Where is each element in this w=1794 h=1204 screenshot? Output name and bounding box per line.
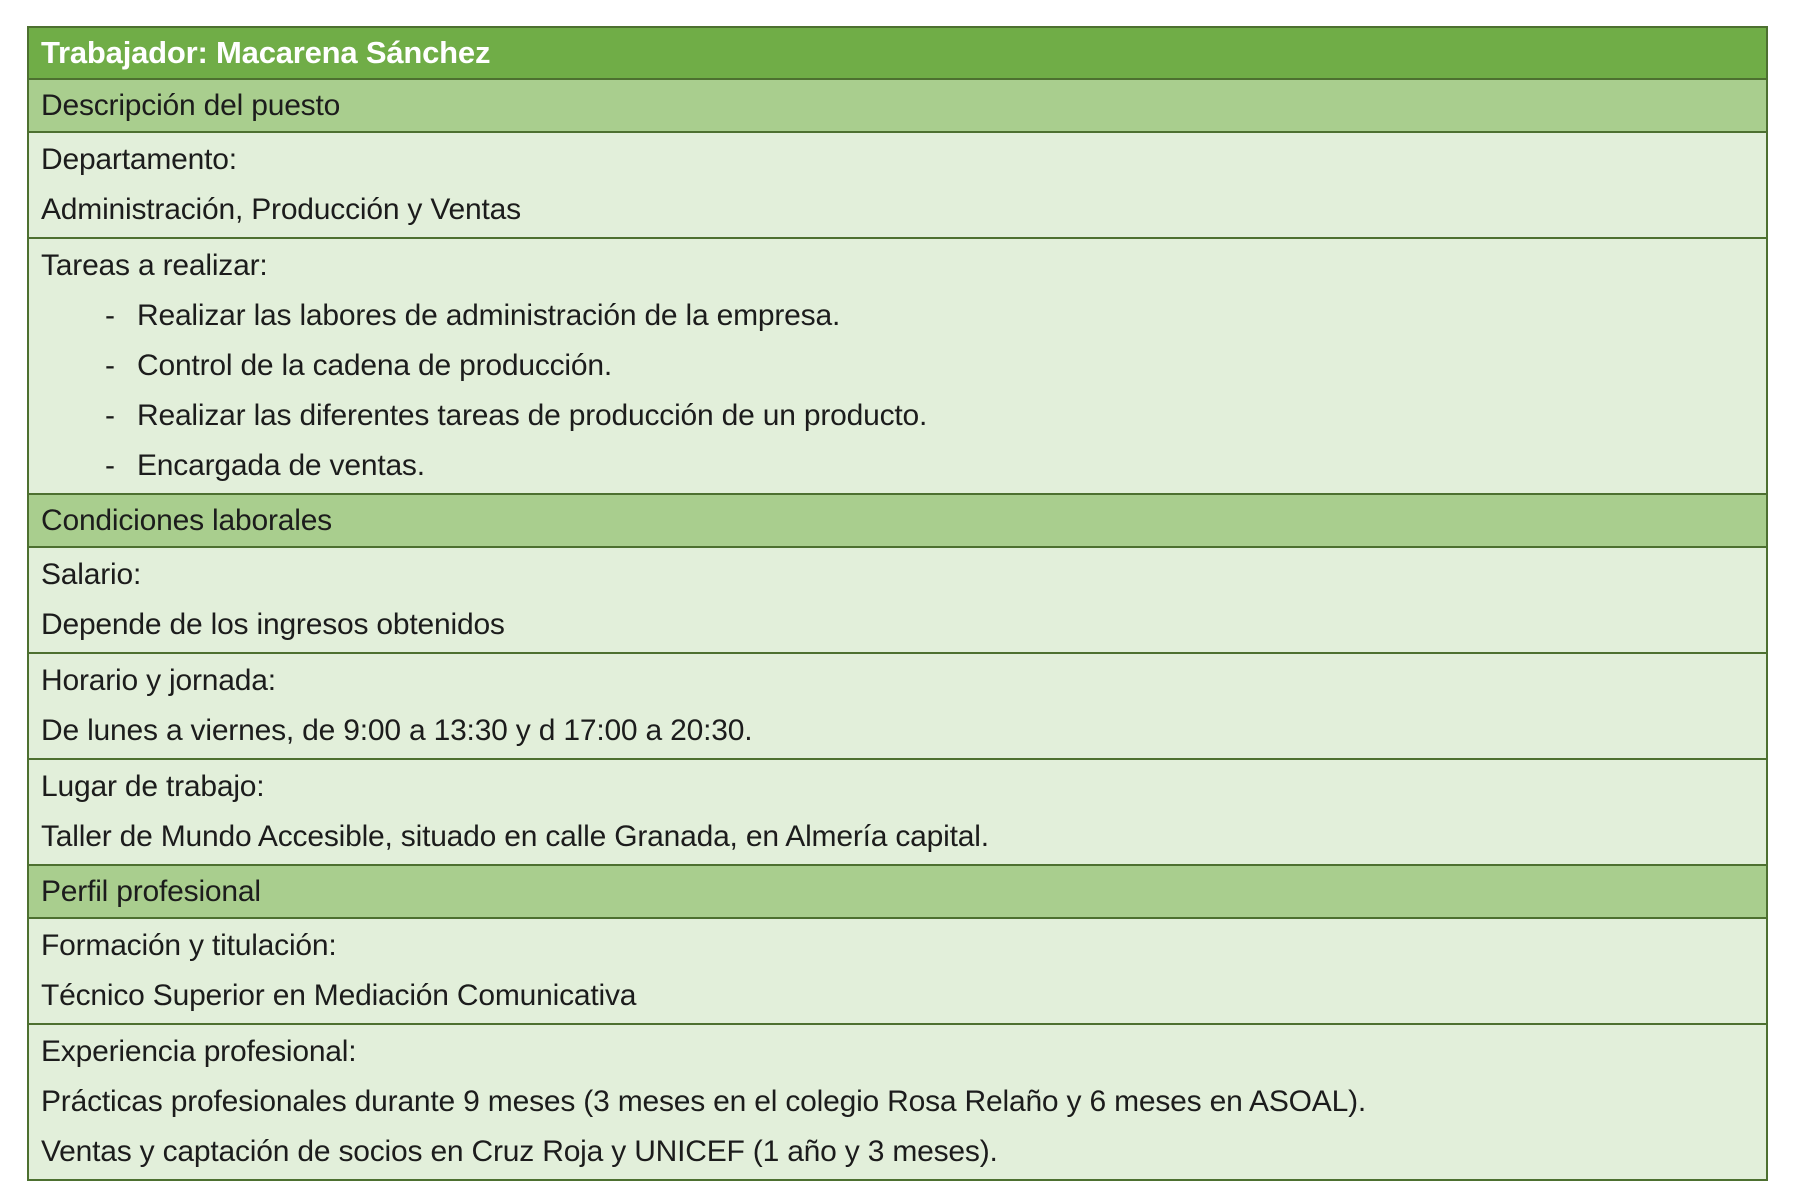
- worker-title: Trabajador: Macarena Sánchez: [41, 35, 491, 70]
- bullet-text: Realizar las labores de administración de la empresa.: [137, 299, 841, 332]
- lugar-label: Lugar de trabajo:: [41, 770, 265, 803]
- worker-header-row: [29, 28, 1766, 80]
- lugar-value: Taller de Mundo Accesible, situado en calle Granada, en Almería capital.: [41, 820, 989, 853]
- bullet-text: Control de la cadena de producción.: [137, 349, 612, 382]
- section-header-label: Condiciones laborales: [41, 504, 332, 537]
- bullet-item: [41, 341, 1750, 391]
- row-lugar: [29, 760, 1766, 866]
- dash-marker: -: [105, 349, 115, 382]
- row-horario: [29, 654, 1766, 760]
- experiencia-label: Experiencia profesional:: [41, 1035, 357, 1068]
- section-header-descripcion: [29, 80, 1766, 133]
- bullet-text: Realizar las diferentes tareas de producción de un producto.: [137, 399, 928, 432]
- salario-value: Depende de los ingresos obtenidos: [41, 608, 505, 641]
- row-experiencia: [29, 1025, 1766, 1179]
- dash-marker: -: [105, 299, 115, 332]
- departamento-value: Administración, Producción y Ventas: [41, 193, 521, 226]
- formacion-label: Formación y titulación:: [41, 929, 337, 962]
- section-header-label: Perfil profesional: [41, 875, 261, 908]
- horario-label: Horario y jornada:: [41, 664, 276, 697]
- tareas-label: Tareas a realizar:: [41, 249, 268, 282]
- dash-marker: -: [105, 399, 115, 432]
- bullet-text: Encargada de ventas.: [137, 449, 425, 482]
- section-header-perfil: [29, 866, 1766, 919]
- row-departamento: [29, 133, 1766, 239]
- experiencia-value-1: Prácticas profesionales durante 9 meses (3 meses en el colegio Rosa Relaño y 6 meses en ASOAL).: [41, 1085, 1367, 1118]
- departamento-label: Departamento:: [41, 143, 237, 176]
- section-header-label: Descripción del puesto: [41, 89, 341, 122]
- bullet-item: [41, 291, 1750, 341]
- formacion-value: Técnico Superior en Mediación Comunicativa: [41, 979, 637, 1012]
- bullet-item: [41, 391, 1750, 441]
- row-salario: [29, 548, 1766, 654]
- bullet-item: [41, 441, 1750, 491]
- row-tareas: [29, 239, 1766, 495]
- section-header-condiciones: [29, 495, 1766, 548]
- experiencia-value-2: Ventas y captación de socios en Cruz Roja y UNICEF (1 año y 3 meses).: [41, 1135, 998, 1168]
- salario-label: Salario:: [41, 558, 142, 591]
- dash-marker: -: [105, 449, 115, 482]
- job-description-table: [27, 26, 1768, 1181]
- row-formacion: [29, 919, 1766, 1025]
- horario-value: De lunes a viernes, de 9:00 a 13:30 y d 17:00 a 20:30.: [41, 714, 753, 747]
